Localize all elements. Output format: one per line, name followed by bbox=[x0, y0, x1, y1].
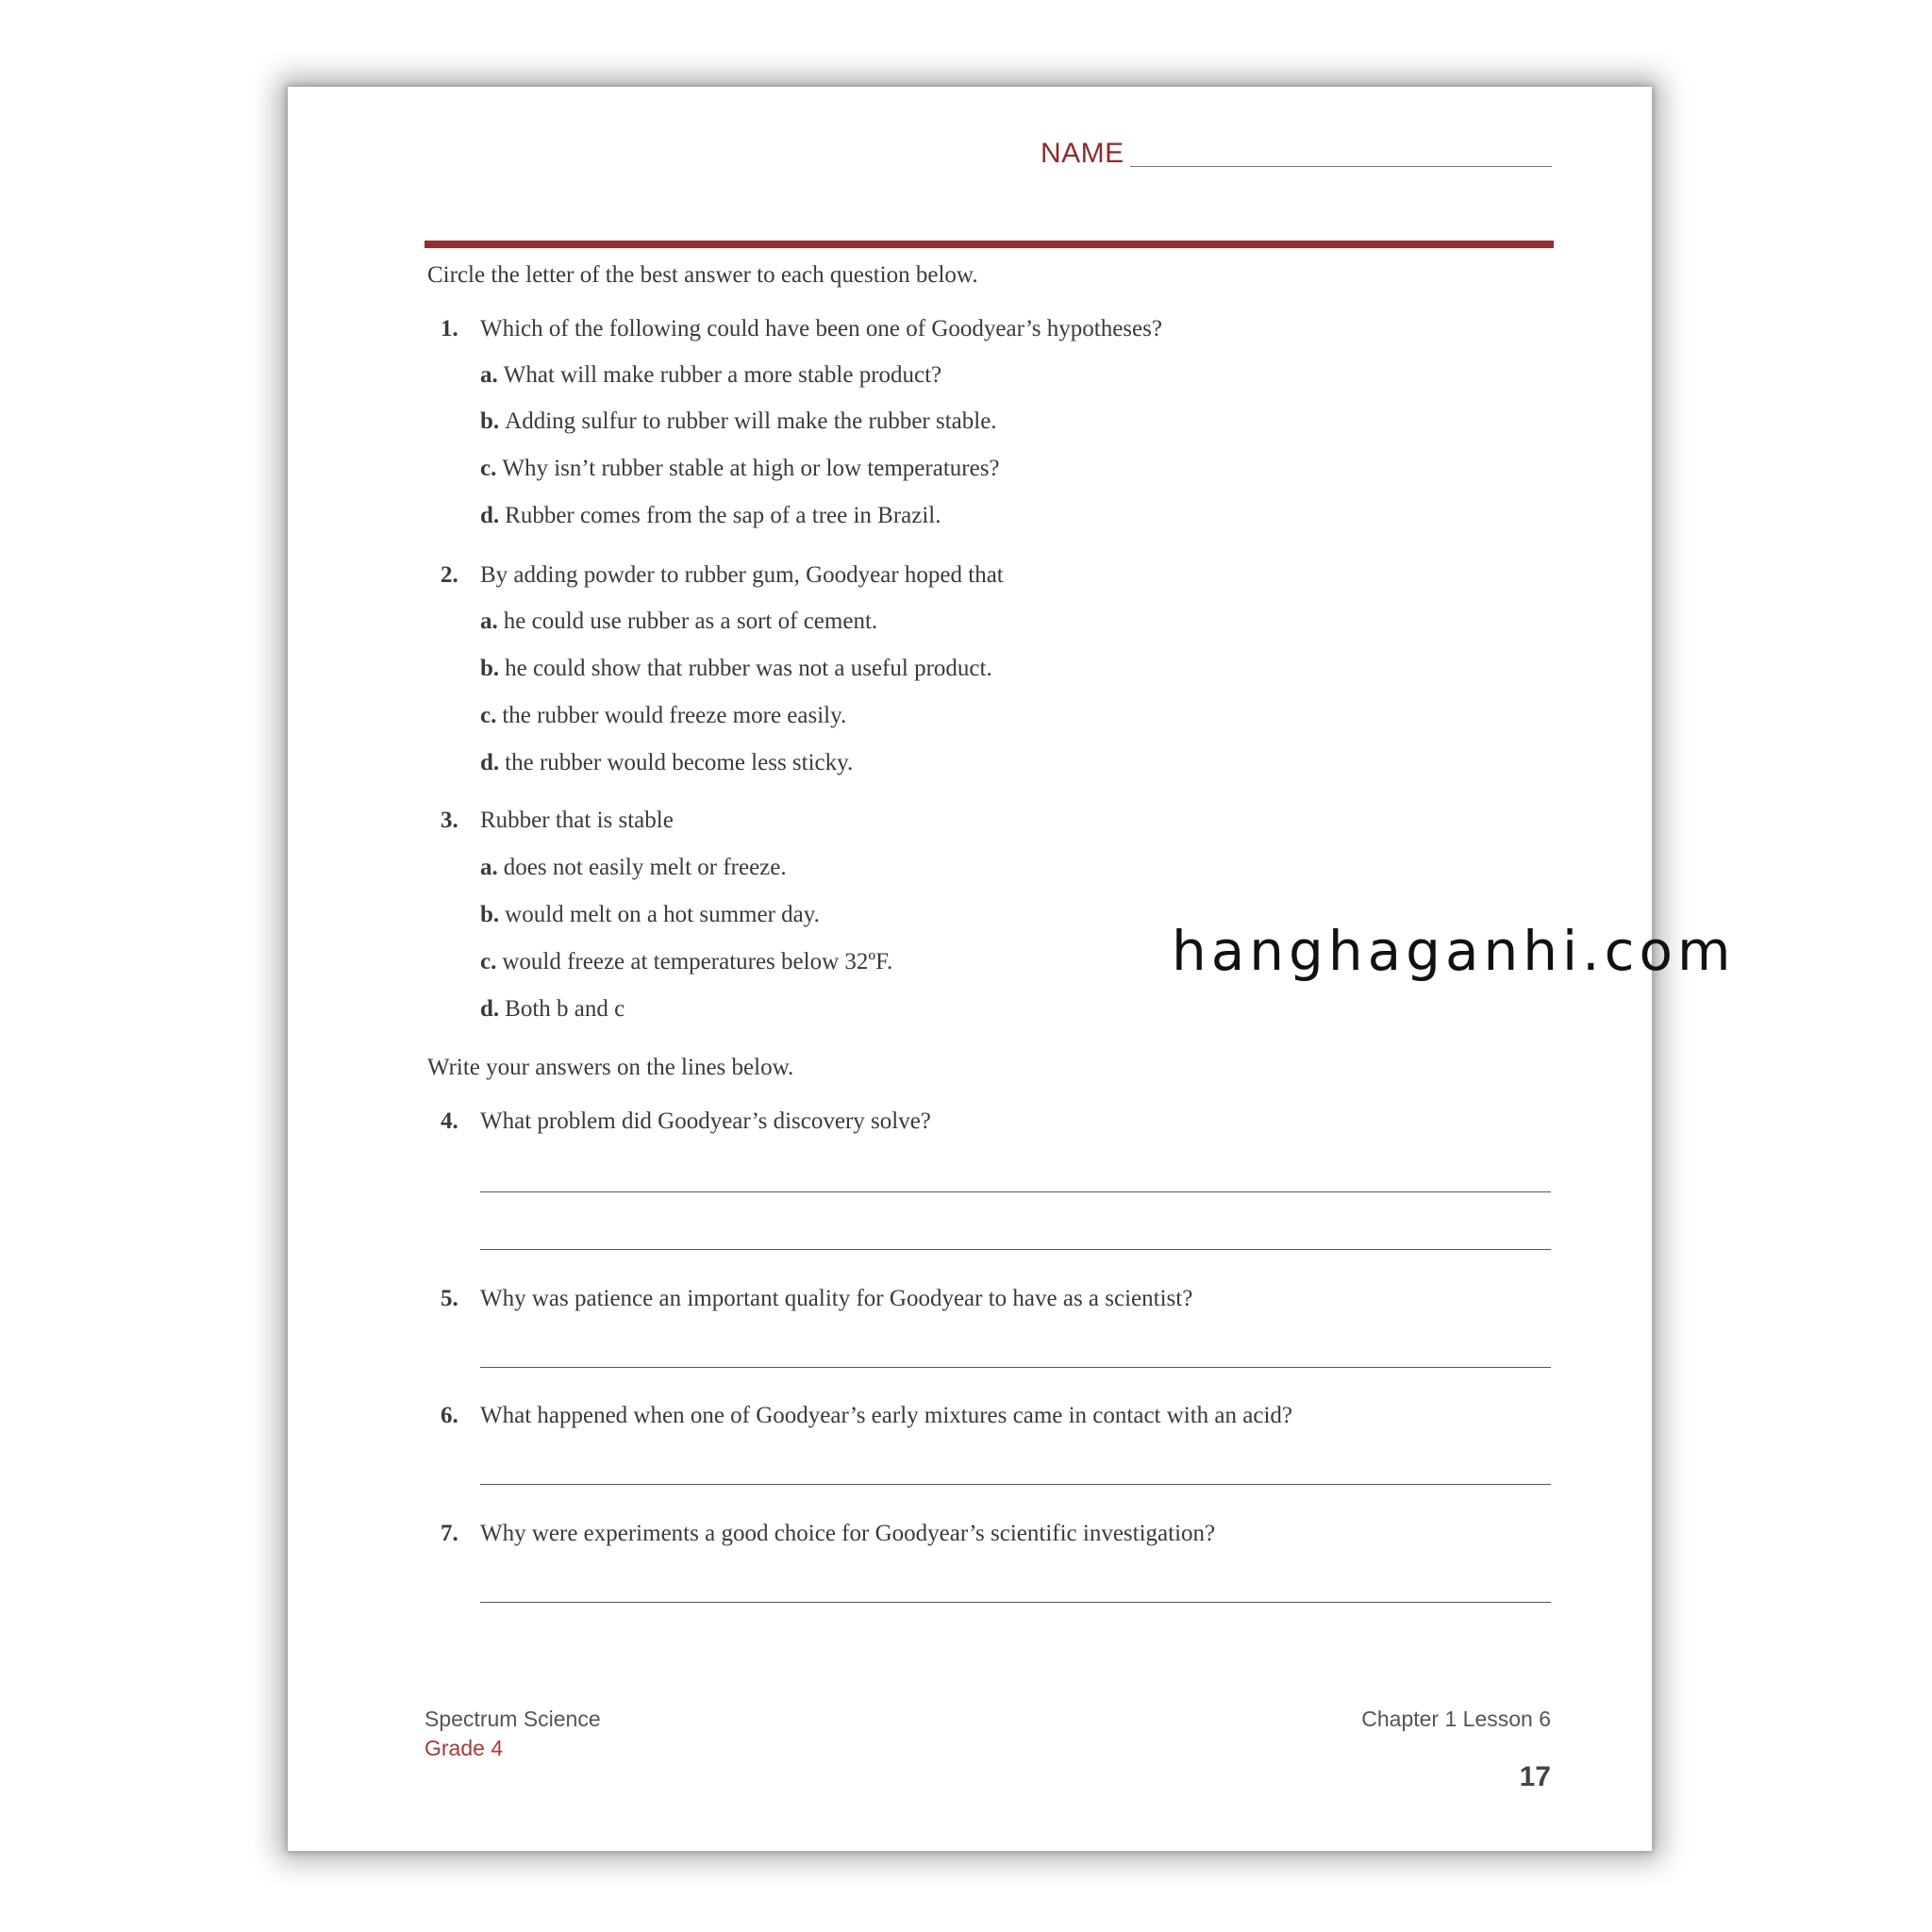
option-text: he could show that rubber was not a useful product. bbox=[505, 656, 992, 681]
question-2-option-a[interactable] bbox=[480, 608, 877, 635]
header-divider bbox=[425, 241, 1554, 248]
option-letter[interactable]: b. bbox=[480, 902, 500, 927]
question-number: 3. bbox=[441, 808, 458, 833]
question-1-option-d[interactable] bbox=[480, 503, 941, 529]
question-7 bbox=[441, 1521, 1215, 1547]
option-letter[interactable]: a. bbox=[480, 362, 498, 388]
option-text: Adding sulfur to rubber will make the rubber stable. bbox=[505, 408, 997, 434]
question-text: Rubber that is stable bbox=[480, 808, 674, 833]
question-text: Why was patience an important quality for Goodyear to have as a scientist? bbox=[480, 1286, 1193, 1311]
question-5-answer-line[interactable] bbox=[480, 1367, 1551, 1368]
question-4-answer-line-2[interactable] bbox=[480, 1249, 1551, 1250]
question-text: By adding powder to rubber gum, Goodyear hoped that bbox=[480, 562, 1004, 588]
page-number: 17 bbox=[1519, 1761, 1551, 1792]
footer-chapter: Chapter 1 Lesson 6 bbox=[1361, 1707, 1551, 1731]
question-number: 5. bbox=[441, 1286, 458, 1311]
name-label: NAME bbox=[1041, 138, 1124, 169]
name-entry-line[interactable] bbox=[1130, 166, 1552, 167]
question-number: 7. bbox=[441, 1521, 458, 1546]
question-1-option-a[interactable] bbox=[480, 362, 941, 389]
question-4 bbox=[441, 1108, 931, 1135]
option-text: What will make rubber a more stable product? bbox=[503, 362, 942, 388]
option-letter[interactable]: a. bbox=[480, 608, 498, 634]
option-text: the rubber would freeze more easily. bbox=[502, 703, 847, 728]
question-6-answer-line[interactable] bbox=[480, 1484, 1551, 1485]
option-letter[interactable]: d. bbox=[480, 750, 500, 775]
instruction-multiple-choice: Circle the letter of the best answer to each question below. bbox=[427, 262, 978, 288]
question-text: What happened when one of Goodyear’s early mixtures came in contact with an acid? bbox=[480, 1403, 1293, 1428]
question-text: What problem did Goodyear’s discovery solve? bbox=[480, 1108, 931, 1134]
option-letter[interactable]: c. bbox=[480, 703, 497, 728]
worksheet-page bbox=[288, 87, 1736, 1851]
option-text: does not easily melt or freeze. bbox=[503, 855, 787, 880]
question-2-option-c[interactable] bbox=[480, 703, 846, 729]
option-letter[interactable]: b. bbox=[480, 656, 500, 681]
footer-series: Spectrum Science bbox=[425, 1707, 601, 1731]
option-text: he could use rubber as a sort of cement. bbox=[503, 608, 878, 634]
question-2-option-d[interactable] bbox=[480, 750, 853, 776]
question-number: 2. bbox=[441, 562, 458, 588]
question-4-answer-line-1[interactable] bbox=[480, 1191, 1551, 1192]
question-1 bbox=[441, 316, 1162, 342]
question-3-option-c[interactable] bbox=[480, 949, 892, 975]
question-number: 4. bbox=[441, 1108, 458, 1134]
question-2-option-b[interactable] bbox=[480, 656, 992, 682]
option-letter[interactable]: d. bbox=[480, 503, 500, 528]
question-5 bbox=[441, 1286, 1192, 1312]
question-3-option-a[interactable] bbox=[480, 855, 787, 881]
question-3 bbox=[441, 808, 674, 834]
option-letter[interactable]: c. bbox=[480, 456, 497, 481]
question-6 bbox=[441, 1403, 1292, 1429]
option-text: would melt on a hot summer day. bbox=[505, 902, 820, 927]
footer-grade: Grade 4 bbox=[425, 1736, 504, 1760]
option-letter[interactable]: a. bbox=[480, 855, 498, 880]
question-3-option-b[interactable] bbox=[480, 902, 820, 928]
option-letter[interactable]: c. bbox=[480, 949, 497, 974]
question-text: Why were experiments a good choice for Goodyear’s scientific investigation? bbox=[480, 1521, 1216, 1546]
question-number: 1. bbox=[441, 316, 458, 341]
question-number: 6. bbox=[441, 1403, 458, 1428]
option-text: Rubber comes from the sap of a tree in Brazil. bbox=[505, 503, 941, 528]
question-2 bbox=[441, 562, 1004, 589]
option-letter[interactable]: d. bbox=[480, 996, 500, 1022]
option-letter[interactable]: b. bbox=[480, 408, 500, 434]
question-text: Which of the following could have been one of Goodyear’s hypotheses? bbox=[480, 316, 1162, 341]
instruction-written: Write your answers on the lines below. bbox=[427, 1055, 794, 1080]
watermark-text: hanghaganhi.com bbox=[1172, 919, 1736, 983]
option-text: would freeze at temperatures below 32ºF. bbox=[502, 949, 893, 974]
question-3-option-d[interactable] bbox=[480, 996, 625, 1023]
question-1-option-b[interactable] bbox=[480, 408, 997, 435]
option-text: Why isn’t rubber stable at high or low temperatures? bbox=[502, 456, 1000, 481]
question-7-answer-line[interactable] bbox=[480, 1602, 1551, 1603]
question-1-option-c[interactable] bbox=[480, 456, 1000, 482]
option-text: Both b and c bbox=[505, 996, 625, 1022]
option-text: the rubber would become less sticky. bbox=[505, 750, 854, 775]
